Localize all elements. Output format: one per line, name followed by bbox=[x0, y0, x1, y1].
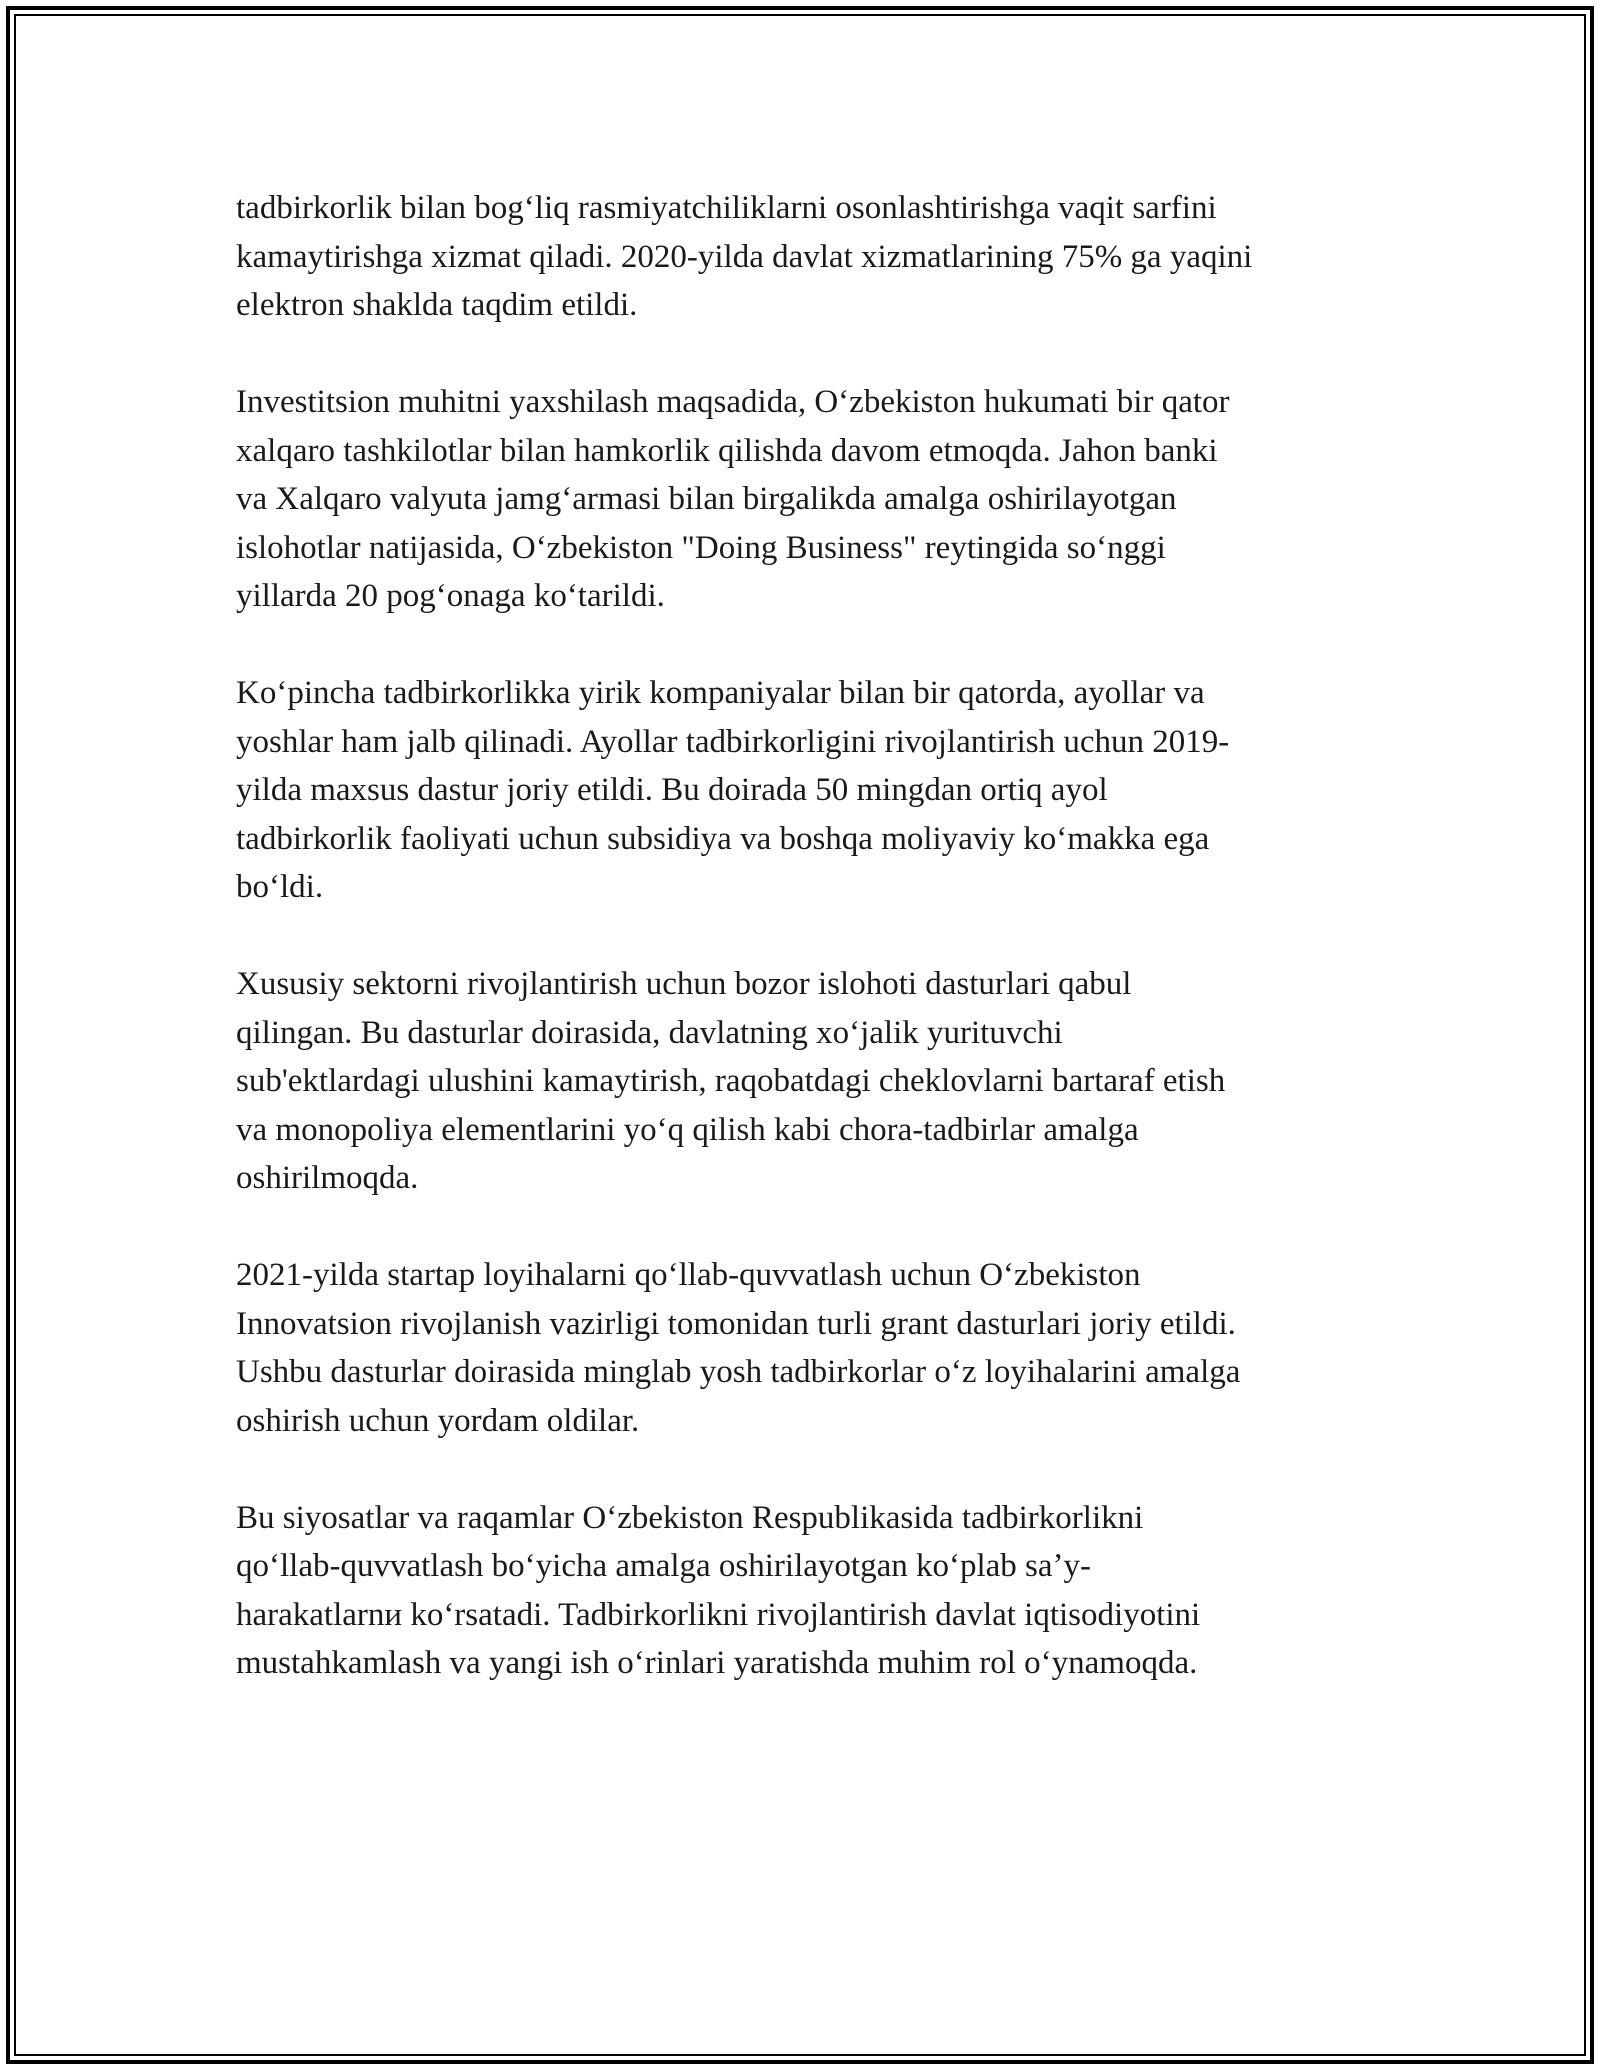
paragraph-3 bbox=[236, 669, 1376, 912]
text-line: qilingan. Bu dasturlar doirasida, davlatning xoʻjalik yurituvchi bbox=[236, 1014, 1063, 1051]
paragraph-4 bbox=[236, 960, 1376, 1203]
text-line: xalqaro tashkilotlar bilan hamkorlik qilishda davom etmoqda. Jahon banki bbox=[236, 432, 1218, 469]
text-line: boʻldi. bbox=[236, 869, 324, 905]
text-line: yilda maxsus dastur joriy etildi. Bu doirada 50 mingdan ortiq ayol bbox=[236, 772, 1108, 808]
paragraph-2 bbox=[236, 378, 1376, 621]
document-body bbox=[236, 184, 1376, 1688]
text-line: mustahkamlash va yangi ish oʻrinlari yaratishda muhim rol oʻynamoqda. bbox=[236, 1645, 1198, 1681]
text-line: 2021-yilda startap loyihalarni qoʻllab-quvvatlash uchun Oʻzbekiston bbox=[236, 1257, 1141, 1293]
text-line: Investitsion muhitni yaxshilash maqsadida, Oʻzbekiston hukumati bir qator bbox=[236, 384, 1230, 420]
text-line: Bu siyosatlar va raqamlar Oʻzbekiston Respublikasida tadbirkorlikni bbox=[236, 1499, 1144, 1536]
text-line: yillarda 20 pogʻonaga koʻtarildi. bbox=[236, 578, 665, 614]
text-line: elektron shaklda taqdim etildi. bbox=[236, 287, 638, 323]
text-line: va monopoliya elementlarini yoʻq qilish kabi chora-tadbirlar amalga bbox=[236, 1111, 1139, 1148]
text-line: oshirilmoqda. bbox=[236, 1160, 419, 1196]
text-line: oshirish uchun yordam oldilar. bbox=[236, 1402, 640, 1439]
paragraph-6 bbox=[236, 1494, 1376, 1688]
text-line: Innovatsion rivojlanish vazirligi tomonidan turli grant dasturlari joriy etildi. bbox=[236, 1305, 1236, 1342]
paragraph-1 bbox=[236, 184, 1376, 330]
text-line: qoʻllab-quvvatlash boʻyicha amalga oshirilayotgan koʻplab saʼy- bbox=[236, 1548, 1091, 1584]
text-line: sub'ektlardagi ulushini kamaytirish, raqobatdagi cheklovlarni bartaraf etish bbox=[236, 1063, 1226, 1099]
paragraph-5 bbox=[236, 1251, 1376, 1445]
text-line: kamaytirishga xizmat qiladi. 2020-yilda davlat xizmatlarining 75% ga yaqini bbox=[236, 238, 1253, 275]
text-line: yoshlar ham jalb qilinadi. Ayollar tadbirkorligini rivojlantirish uchun 2019- bbox=[236, 723, 1230, 760]
text-line: Ushbu dasturlar doirasida minglab yosh tadbirkorlar oʻz loyihalarini amalga bbox=[236, 1354, 1241, 1390]
text-line: Koʻpincha tadbirkorlikka yirik kompaniyalar bilan bir qatorda, ayollar va bbox=[236, 675, 1205, 711]
text-line: islohotlar natijasida, Oʻzbekiston "Doing Business" reytingida soʻnggi bbox=[236, 529, 1166, 566]
text-line: tadbirkorlik bilan bogʻliq rasmiyatchiliklarni osonlashtirishga vaqit sarfini bbox=[236, 190, 1217, 226]
text-line: tadbirkorlik faoliyati uchun subsidiya va boshqa moliyaviy koʻmakka ega bbox=[236, 820, 1210, 857]
text-line: harakatlarnи koʻrsatadi. Tadbirkorlikni rivojlantirish davlat iqtisodiyotini bbox=[236, 1596, 1201, 1633]
text-line: Xususiy sektorni rivojlantirish uchun bozor islohoti dasturlari qabul bbox=[236, 966, 1132, 1002]
text-line: va Xalqaro valyuta jamgʻarmasi bilan birgalikda amalga oshirilayotgan bbox=[236, 481, 1177, 517]
